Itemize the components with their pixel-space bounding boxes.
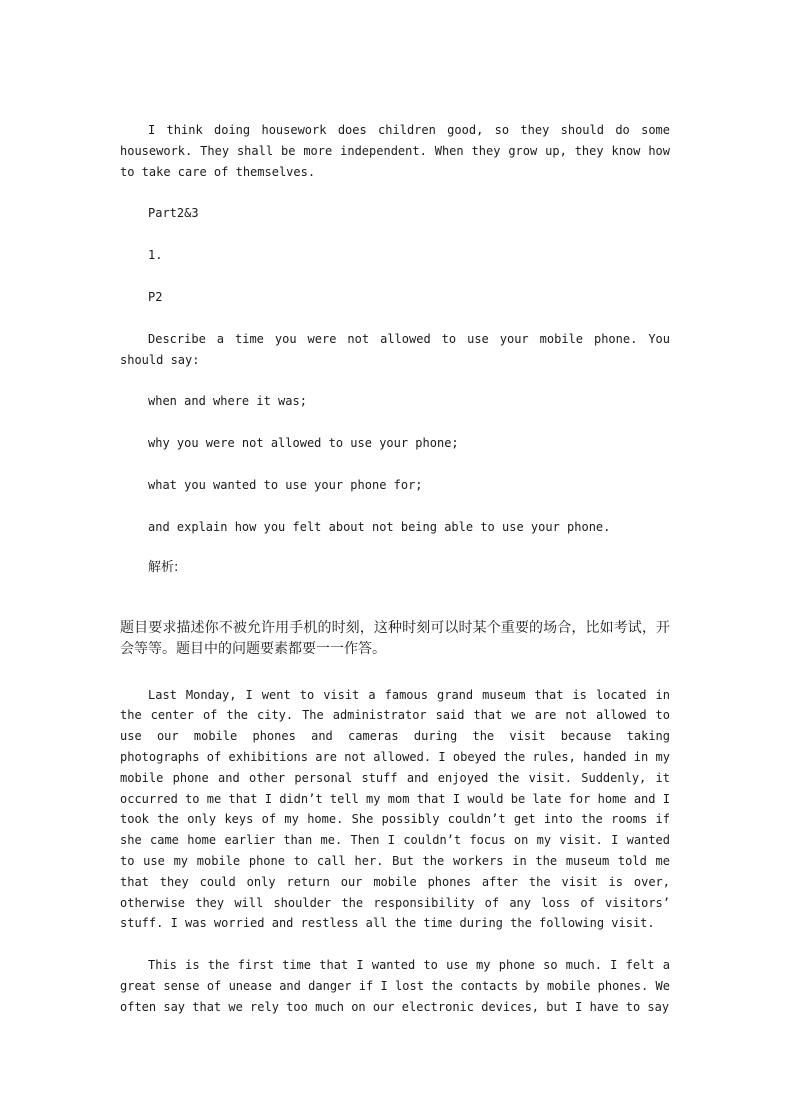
part-label: Part2&3	[148, 206, 199, 221]
cue-item: what you wanted to use your phone for;	[148, 477, 423, 492]
intro-paragraph: I think doing housework does children good, so they should do some housework. They shall be more independent. When they grow up, they know how to take care of themselves.	[120, 123, 670, 179]
cue-item: when and where it was;	[148, 394, 307, 409]
cue-item: and explain how you felt about not being able to use your phone.	[148, 519, 611, 534]
document-page	[120, 120, 670, 1018]
prompt-paragraph: Describe a time you were not allowed to use your mobile phone. You should say:	[120, 331, 670, 367]
p2-label: P2	[148, 289, 163, 304]
analysis-paragraph: 题目要求描述你不被允许用手机的时刻，这种时刻可以时某个重要的场合，比如考试，开会等等。题目中的问题要素都要一一作答。	[120, 619, 670, 657]
answer-paragraph: This is the first time that I wanted to use my phone so much. I felt a great sense of unease and danger if I lost the contacts by mobile phones. We often say that we rely too much on our electronic devices, but I have to say	[120, 958, 670, 1014]
answer-paragraph: Last Monday, I went to visit a famous grand museum that is located in the center of the city. The administrator said that we are not allowed to use our mobile phones and cameras during the visit because taking photographs of exhibitions are not allowed. I obeyed the rules, handed in my mobile phone and other personal stuff and enjoyed the visit. Suddenly, it occurred to me that I didn’t tell my mom that I would be late for home and I took the only keys of my home. She possibly couldn’t get into the rooms if she came home earlier than me. Then I couldn’t focus on my visit. I wanted to use my mobile phone to call her. But the workers in the museum told me that they could only return our mobile phones after the visit is over, otherwise they will shoulder the responsibility of any loss of visitors’ stuff. I was worried and restless all the time during the following visit.	[120, 687, 670, 931]
question-number: 1.	[148, 248, 163, 263]
cue-item: why you were not allowed to use your phone;	[148, 436, 459, 451]
analysis-label: 解析:	[148, 559, 179, 575]
